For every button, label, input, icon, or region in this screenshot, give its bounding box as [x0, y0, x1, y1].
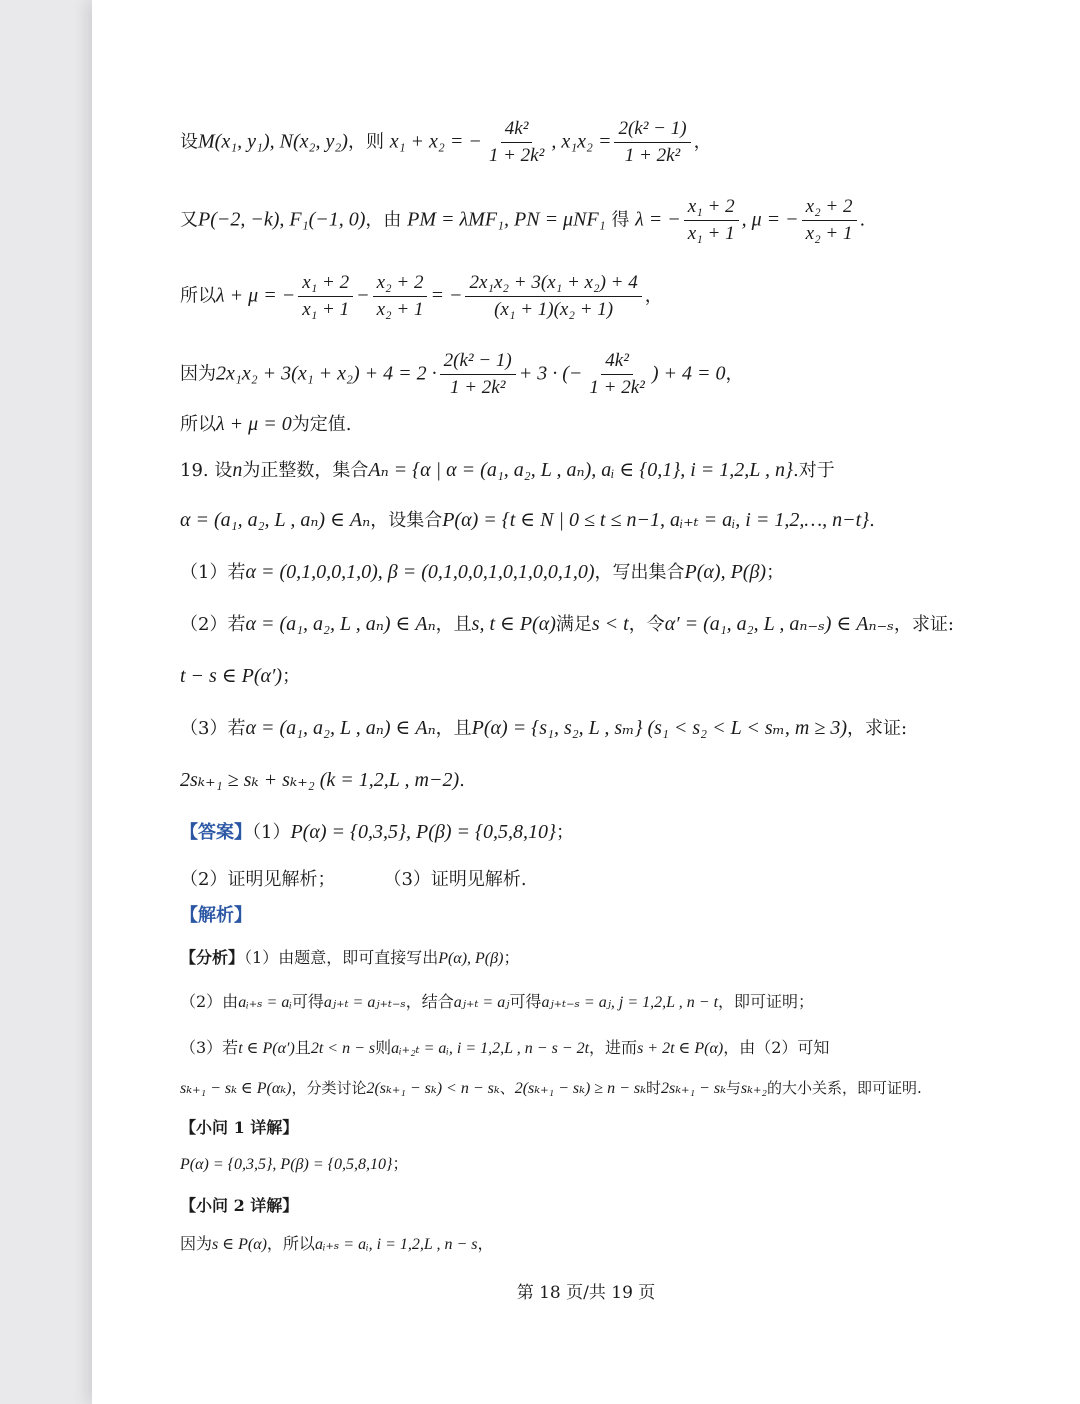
analysis-line-1: 【分析】（1）由题意，即可直接写出P(α), P(β)； [180, 948, 520, 967]
text: 设 [180, 131, 198, 153]
page-footer: 第 18 页/共 19 页 [516, 1283, 656, 1303]
solution-line-1: 设M(x₁, y₁), N(x₂, y₂)，则 x₁ + x₂ = − $\frac{\text{4k²}}{\text{1 + 2k²}}$ , x₁x₂ = $\frac{\text{2(k² − 1)}}{\text{1 + 2k²}}$ ， [180, 118, 712, 166]
solution-line-4: 因为2x₁x₂ + 3(x₁ + x₂) + 4 = 2 · $\frac{\text{2(k² − 1)}}{\text{1 + 2k²}}$ + 3 · (− $\frac{\text{4k²}}{\text{1 + 2k²}}$ ) + 4 = 0， [180, 350, 744, 398]
question-19-line-1: 19. 设n为正整数，集合Aₙ = {α | α = (a₁, a₂, L , aₙ), aᵢ ∈ {0,1}, i = 1,2,L , n}.对于 [180, 459, 835, 481]
answer-line-2: （2）证明见解析； （3）证明见解析. [180, 869, 527, 890]
fraction: $\frac{\text{4k²}}{\text{1 + 2k²}}$ [589, 350, 645, 398]
analysis-tag: 【解析】 [180, 905, 252, 926]
analysis-heading [180, 904, 1040, 928]
math: M(x₁, y₁), N(x₂, y₂) [198, 130, 348, 153]
solution-line-5: 所以λ + μ = 0为定值. [180, 413, 352, 435]
fraction: $\frac{\text{x₁ + 2}}{\text{x₁ + 1}}$ [298, 272, 353, 321]
fraction: $\frac{\text{x₂ + 2}}{\text{x₂ + 1}}$ [802, 196, 857, 245]
analysis-line-4: sₖ₊₁ − sₖ ∈ P(αₖ)，分类讨论2(sₖ₊₁ − sₖ) < n − sₖ、2(sₖ₊₁ − sₖ) ≥ n − sₖ时2sₖ₊₁ − sₖ与sₖ₊₂的大小关系，即可证明. [180, 1079, 922, 1097]
math: , x₁x₂ = [551, 130, 612, 153]
fraction: $\frac{\text{2(k² − 1)}}{\text{1 + 2k²}}$ [614, 118, 690, 167]
vector-math: PM = λMF₁, PN = μNF₁ [407, 208, 606, 231]
math: P(−2, −k), F₁(−1, 0) [198, 208, 366, 231]
answer-line-1: 【答案】（1）P(α) = {0,3,5}, P(β) = {0,5,8,10}； [180, 821, 574, 843]
subquestion-2-heading: 【小问 2 详解】 [180, 1196, 299, 1215]
fraction: $\frac{\text{2x₁x₂ + 3(x₁ + x₂) + 4}}{\text{(x₁ + 1)(x₂ + 1)}}$ [465, 272, 641, 321]
question-19-part-2-cont: t − s ∈ P(α′)； [180, 665, 301, 687]
math: x₁ + x₂ = − [389, 130, 482, 153]
subquestion-2-body: 因为s ∈ P(α)，所以aᵢ₊ₛ = aᵢ, i = 1,2,L , n − s， [180, 1234, 494, 1253]
solution-line-3: 所以λ + μ = − $\frac{\text{x₁ + 2}}{\text{x₁ + 1}}$ − $\frac{\text{x₂ + 2}}{\text{x₂ + 1}}$ = − $\frac{\text{2x₁x₂ + 3(x₁ + x₂) + 4}}{\text{(x₁ + 1)(x₂ + 1)}}$ ， [180, 272, 663, 320]
document-page [92, 0, 1080, 1404]
fraction: $\frac{\text{x₂ + 2}}{\text{x₂ + 1}}$ [373, 272, 428, 321]
subquestion-1-heading: 【小问 1 详解】 [180, 1118, 299, 1137]
analysis-line-3: （3）若t ∈ P(α′)且2t < n − s则aᵢ₊₂ₜ = aᵢ, i = 1,2,L , n − s − 2t，进而s + 2t ∈ P(α)，由（2）可知 [180, 1038, 830, 1057]
fraction: $\frac{\text{4k²}}{\text{1 + 2k²}}$ [488, 118, 545, 166]
subquestion-1-body: P(α) = {0,3,5}, P(β) = {0,5,8,10}； [180, 1154, 409, 1173]
answer-tag: 【答案】 [180, 822, 252, 843]
question-19-part-3-cont: 2sₖ₊₁ ≥ sₖ + sₖ₊₂ (k = 1,2,L , m−2). [180, 769, 465, 791]
fraction: $\frac{\text{x₁ + 2}}{\text{x₁ + 1}}$ [684, 196, 739, 245]
question-19-part-2: （2）若α = (a₁, a₂, L , aₙ) ∈ Aₙ，且s, t ∈ P(α)满足s < t，令α′ = (a₁, a₂, L , aₙ₋ₛ) ∈ Aₙ₋ₛ，求证: [180, 613, 954, 635]
fraction: $\frac{\text{2(k² − 1)}}{\text{1 + 2k²}}$ [440, 350, 516, 399]
solution-line-2: 又P(−2, −k), F₁(−1, 0)，由 PM = λMF₁, PN = μNF₁ 得 λ = − $\frac{\text{x₁ + 2}}{\text{x₁ + 1}}$ , μ = − $\frac{\text{x₂ + 2}}{\text{x₂ + 1}}$ . [180, 196, 866, 244]
question-19-part-1: （1）若α = (0,1,0,0,1,0), β = (0,1,0,0,1,0,1,0,0,1,0)，写出集合P(α), P(β)； [180, 561, 785, 583]
question-19-part-3: （3）若α = (a₁, a₂, L , aₙ) ∈ Aₙ，且P(α) = {s₁, s₂, L , sₘ} (s₁ < s₂ < L < sₘ, m ≥ 3)，求证: [180, 717, 908, 739]
text: ，则 [347, 131, 384, 153]
question-19-line-2: α = (a₁, a₂, L , aₙ) ∈ Aₙ，设集合P(α) = {t ∈ N | 0 ≤ t ≤ n−1, aᵢ₊ₜ = aᵢ, i = 1,2,…, n−t}. [180, 509, 875, 531]
analysis-line-2: （2）由aᵢ₊ₛ = aᵢ可得aⱼ₊ₜ = aⱼ₊ₜ₋ₛ，结合aⱼ₊ₜ = aⱼ可得aⱼ₊ₜ₋ₛ = aⱼ, j = 1,2,L , n − t，即可证明； [180, 992, 815, 1011]
